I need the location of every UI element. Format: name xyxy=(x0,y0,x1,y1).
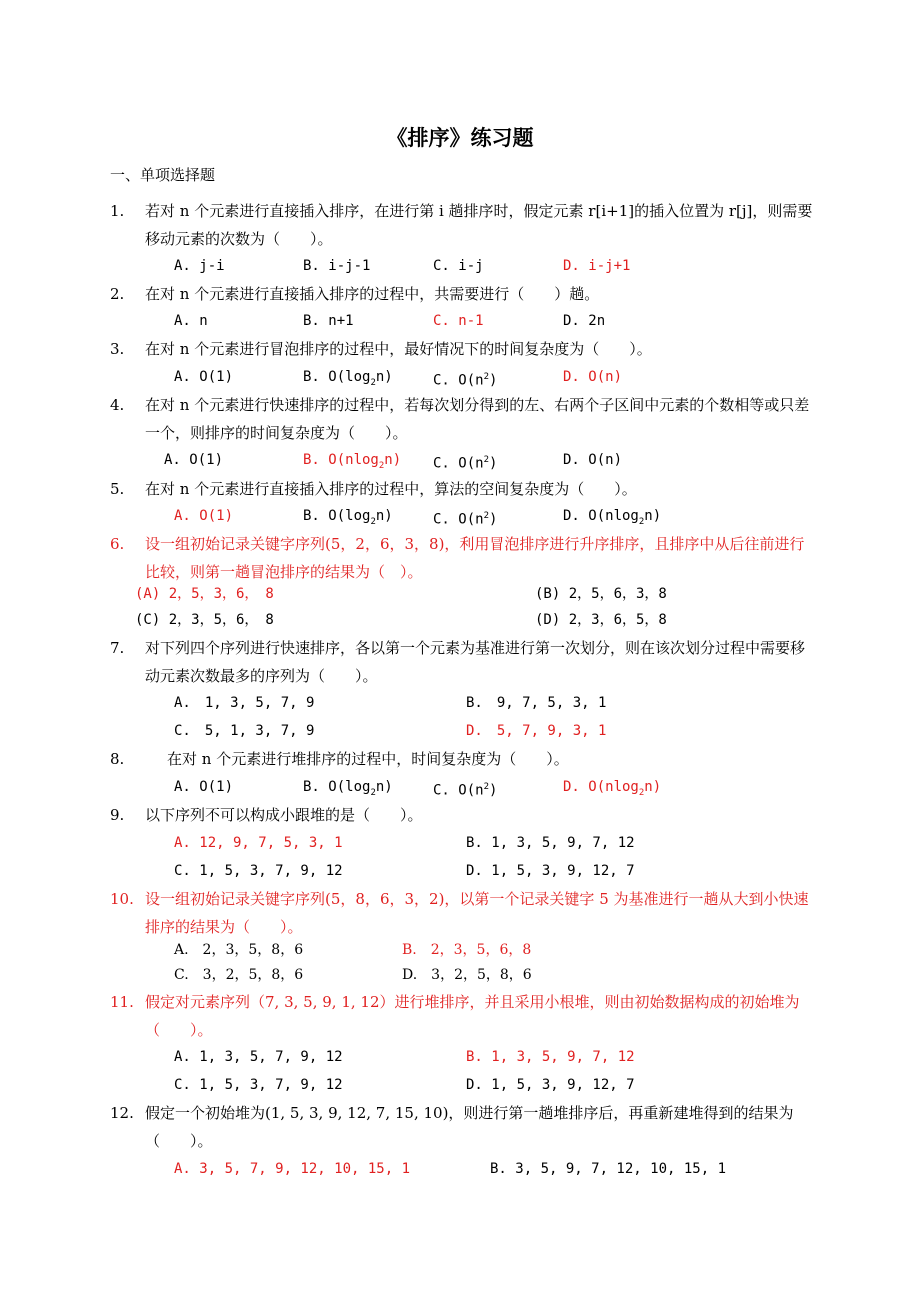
option-c: C. 1, 5, 3, 7, 9, 12 xyxy=(174,863,343,879)
question-12 xyxy=(110,1099,815,1155)
option-d-answer: D. i-j+1 xyxy=(563,258,631,274)
option-b: B. $O(\log_2n)$ xyxy=(303,369,393,388)
question-4 xyxy=(110,391,815,447)
question-8 xyxy=(110,745,815,773)
question-6 xyxy=(110,530,815,586)
option-a-answer: A. 12, 9, 7, 5, 3, 1 xyxy=(174,835,343,851)
question-text: 假定一个初始堆为(1, 5, 3, 9, 12, 7, 15, 10)，则进行第一趟堆排序后，再重新建堆得到的结果为（ ）。 xyxy=(145,1104,794,1150)
option-b: B. 3, 5, 9, 7, 12, 10, 15, 1 xyxy=(490,1161,727,1177)
question-number: 8. xyxy=(110,750,125,768)
option-d-answer: D. O(nlog$_2$n) xyxy=(563,779,662,798)
option-a: A. O(1) xyxy=(164,452,224,468)
option-b: B. $O(\log_2n)$ xyxy=(303,508,393,527)
question-text: 在对 n 个元素进行直接插入排序的过程中，算法的空间复杂度为（ ）。 xyxy=(145,480,637,498)
option-d: D. 2n xyxy=(563,313,606,329)
option-a: A. 1, 3, 5, 7, 9 xyxy=(174,695,315,711)
option-b-answer: B. 2，3，5，6，8 xyxy=(402,942,532,958)
option-d: D. 1, 5, 3, 9, 12, 7 xyxy=(466,1077,635,1093)
option-a: A. 2，3，5，8，6 xyxy=(174,942,304,958)
question-2 xyxy=(110,280,815,308)
option-a: A. j-i xyxy=(174,258,225,274)
question-text: 假定对元素序列（7, 3, 5, 9, 1, 12）进行堆排序，并且采用小根堆，则由初始数据构成的初始堆为（ ）。 xyxy=(145,993,800,1039)
question-number: 7. xyxy=(110,639,125,657)
question-number: 5. xyxy=(110,480,125,498)
question-number: 12. xyxy=(110,1104,134,1122)
option-d-answer: D. O(n) xyxy=(563,369,623,385)
question-number: 6. xyxy=(110,535,125,553)
question-text: 在对 n 个元素进行冒泡排序的过程中，最好情况下的时间复杂度为（ ）。 xyxy=(145,340,652,358)
option-b: B. 1, 3, 5, 9, 7, 12 xyxy=(466,835,635,851)
option-c: C. $O(n^2)$ xyxy=(433,455,498,472)
option-c: C. $O(n^2)$ xyxy=(433,511,498,528)
option-b-answer: B. O(nlog$_2$n) xyxy=(303,452,402,471)
option-b: B. $O(\log_2n)$ xyxy=(303,779,393,798)
option-a: A. O(1) xyxy=(174,369,234,385)
question-11 xyxy=(110,988,815,1044)
question-1 xyxy=(110,197,815,253)
option-a: A. 1, 3, 5, 7, 9, 12 xyxy=(174,1049,343,1065)
section-heading: 一、单项选择题 xyxy=(110,166,216,184)
option-c: C. 3，2，5，8，6 xyxy=(174,967,304,983)
question-9 xyxy=(110,801,815,829)
question-7 xyxy=(110,634,815,690)
option-a-answer: A. 3, 5, 7, 9, 12, 10, 15, 1 xyxy=(174,1161,411,1177)
option-c: C. 5, 1, 3, 7, 9 xyxy=(174,723,315,739)
question-10 xyxy=(110,885,815,941)
question-text: 在对 n 个元素进行直接插入排序的过程中，共需要进行（ ）趟。 xyxy=(145,285,600,303)
question-text: 对下列四个序列进行快速排序，各以第一个元素为基准进行第一次划分，则在该次划分过程中需要移动元素次数最多的序列为（ ）。 xyxy=(145,639,806,685)
question-text: 设一组初始记录关键字序列(5，8，6，3，2)，以第一个记录关键字 5 为基准进行一趟从大到小快速排序的结果为（ ）。 xyxy=(145,890,809,936)
option-d: D. O(nlog$_2$n) xyxy=(563,508,662,527)
option-a-answer: (A) 2，5，3，6， 8 xyxy=(135,586,274,602)
question-text: 以下序列不可以构成小跟堆的是（ ）。 xyxy=(145,806,423,824)
question-text: 在对 n 个元素进行堆排序的过程中，时间复杂度为（ ）。 xyxy=(167,750,569,768)
question-number: 1. xyxy=(110,202,125,220)
option-c: C. i-j xyxy=(433,258,484,274)
option-d-answer: D. 5, 7, 9, 3, 1 xyxy=(466,723,607,739)
option-b: B. 9, 7, 5, 3, 1 xyxy=(466,695,607,711)
option-d: D. O(n) xyxy=(563,452,623,468)
option-b: (B) 2，5，6，3，8 xyxy=(535,586,667,602)
question-number: 2. xyxy=(110,285,125,303)
option-c: C. $O(n^2)$ xyxy=(433,782,498,799)
question-text: 在对 n 个元素进行快速排序的过程中，若每次划分得到的左、右两个子区间中元素的个数相等或只差一个，则排序的时间复杂度为（ ）。 xyxy=(145,396,810,442)
question-number: 4. xyxy=(110,396,125,414)
option-b-answer: B. 1, 3, 5, 9, 7, 12 xyxy=(466,1049,635,1065)
option-c: C. 1, 5, 3, 7, 9, 12 xyxy=(174,1077,343,1093)
option-d: D. 1, 5, 3, 9, 12, 7 xyxy=(466,863,635,879)
option-a: A. O(1) xyxy=(174,779,234,795)
option-c: (C) 2，3，5，6， 8 xyxy=(135,612,274,628)
question-number: 10. xyxy=(110,890,134,908)
question-number: 9. xyxy=(110,806,125,824)
option-a: A. n xyxy=(174,313,208,329)
option-b: B. n+1 xyxy=(303,313,354,329)
question-text: 若对 n 个元素进行直接插入排序，在进行第 i 趟排序时，假定元素 r[i+1]的插入位置为 r[j]，则需要移动元素的次数为（ ）。 xyxy=(145,202,813,248)
question-text: 设一组初始记录关键字序列(5，2，6，3，8)，利用冒泡排序进行升序排序，且排序中从后往前进行比较，则第一趟冒泡排序的结果为（ ）。 xyxy=(145,535,805,581)
option-c: C. $O(n^2)$ xyxy=(433,372,498,389)
option-d: D. 3，2，5，8，6 xyxy=(402,967,532,983)
option-c-answer: C. n-1 xyxy=(433,313,484,329)
question-5 xyxy=(110,475,815,503)
option-b: B. i-j-1 xyxy=(303,258,371,274)
option-a-answer: A. O(1) xyxy=(174,508,234,524)
question-number: 3. xyxy=(110,340,125,358)
question-3 xyxy=(110,335,815,363)
question-number: 11. xyxy=(110,993,134,1011)
option-d: (D) 2，3，6，5，8 xyxy=(535,612,667,628)
page-title: 《排序》练习题 xyxy=(386,125,534,150)
